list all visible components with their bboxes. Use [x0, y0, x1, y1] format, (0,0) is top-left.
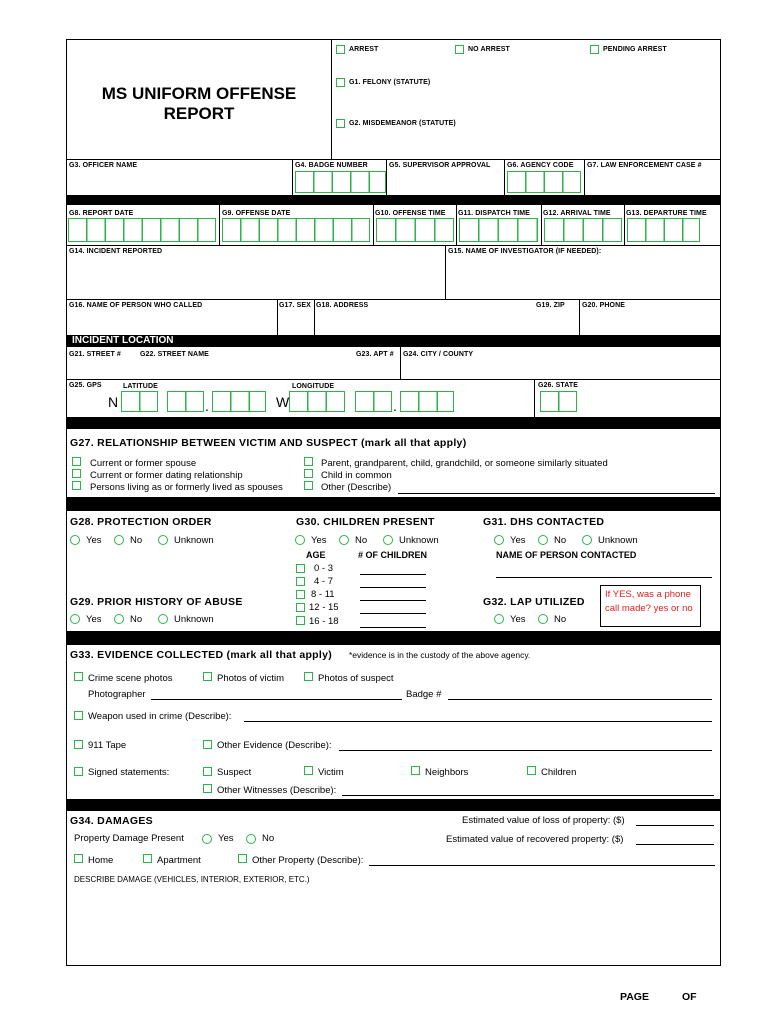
report-date-box[interactable] — [68, 218, 216, 242]
address-label: G18. ADDRESS — [316, 302, 369, 309]
dhs-no-label: No — [554, 535, 567, 546]
lap-no-radio[interactable] — [538, 614, 548, 624]
age-8-11-count-line[interactable] — [360, 600, 426, 601]
arrest-checkbox[interactable] — [336, 45, 345, 54]
state-label: G26. STATE — [538, 382, 579, 389]
protection-yes-label: Yes — [86, 535, 102, 546]
children-statement-checkbox[interactable] — [527, 766, 536, 775]
dhs-unknown-label: Unknown — [598, 535, 638, 546]
pending-arrest-label: PENDING ARREST — [603, 46, 667, 53]
no-arrest-label: NO ARREST — [468, 46, 510, 53]
crime-scene-label: Crime scene photos — [88, 673, 173, 684]
arrest-label: ARREST — [349, 46, 379, 53]
age-4-7-label: 4 - 7 — [314, 576, 334, 587]
other-witnesses-label: Other Witnesses (Describe): — [217, 785, 337, 796]
other-evidence-label: Other Evidence (Describe): — [217, 740, 332, 751]
abuse-yes-label: Yes — [86, 614, 102, 625]
children-no-label: No — [355, 535, 368, 546]
offense-time-label: G10. OFFENSE TIME — [375, 210, 446, 217]
suspect-statement-label: Suspect — [217, 767, 252, 778]
describe-damage-label: DESCRIBE DAMAGE (VEHICLES, INTERIOR, EXTERIOR, ETC.) — [74, 875, 310, 884]
age-16-18-checkbox[interactable] — [296, 616, 305, 625]
signed-label: Signed statements: — [88, 767, 170, 778]
protection-unknown-label: Unknown — [174, 535, 214, 546]
other-witnesses-line[interactable] — [342, 795, 714, 796]
incident-reported-label: G14. INCIDENT REPORTED — [69, 248, 163, 255]
protection-yes-radio[interactable] — [70, 535, 80, 545]
weapon-label: Weapon used in crime (Describe): — [88, 711, 232, 722]
protection-no-radio[interactable] — [114, 535, 124, 545]
other-relationship-line[interactable] — [398, 493, 715, 494]
children-unknown-label: Unknown — [399, 535, 439, 546]
damage-yes-label: Yes — [218, 833, 234, 844]
other-evidence-checkbox[interactable] — [203, 740, 212, 749]
departure-time-box[interactable] — [627, 218, 700, 242]
incident-location-header: INCIDENT LOCATION — [72, 335, 174, 346]
offense-date-box[interactable] — [222, 218, 370, 242]
state-box[interactable] — [540, 391, 577, 412]
arrival-time-box[interactable] — [544, 218, 622, 242]
badge-number-box[interactable] — [295, 171, 386, 193]
g28-title: G28. PROTECTION ORDER — [70, 516, 212, 528]
parent-label: Parent, grandparent, child, grandchild, or someone similarly situated — [321, 458, 608, 469]
abuse-yes-radio[interactable] — [70, 614, 80, 624]
longitude-label: LONGITUDE — [292, 383, 335, 390]
misdemeanor-label: G2. MISDEMEANOR (STATUTE) — [349, 120, 456, 127]
g27-title: G27. RELATIONSHIP BETWEEN VICTIM AND SUSPECT (mark all that apply) — [70, 437, 467, 449]
of-label: OF — [682, 991, 697, 1003]
supervisor-approval-label: G5. SUPERVISOR APPROVAL — [389, 162, 491, 169]
dispatch-time-box[interactable] — [459, 218, 538, 242]
pending-arrest-checkbox[interactable] — [590, 45, 599, 54]
weapon-line[interactable] — [244, 721, 712, 722]
dating-checkbox[interactable] — [72, 469, 81, 478]
crime-scene-checkbox[interactable] — [74, 672, 83, 681]
dhs-yes-label: Yes — [510, 535, 526, 546]
other-property-label: Other Property (Describe): — [252, 855, 364, 866]
custody-note: *evidence is in the custody of the above agency. — [349, 650, 531, 660]
damage-no-label: No — [262, 833, 275, 844]
lap-yes-label: Yes — [510, 614, 526, 625]
neighbors-statement-checkbox[interactable] — [411, 766, 420, 775]
age-16-18-count-line[interactable] — [360, 627, 426, 628]
age-12-15-count-line[interactable] — [360, 613, 426, 614]
num-children-header: # OF CHILDREN — [358, 550, 428, 560]
photos-suspect-checkbox[interactable] — [304, 672, 313, 681]
est-recovered-line[interactable] — [636, 844, 714, 845]
age-0-3-label: 0 - 3 — [314, 563, 334, 574]
age-header: AGE — [306, 550, 326, 560]
form-title: MS UNIFORM OFFENSE REPORT — [101, 84, 297, 123]
person-contacted-label: NAME OF PERSON CONTACTED — [496, 550, 637, 560]
person-contacted-line[interactable] — [496, 577, 712, 578]
felony-checkbox[interactable] — [336, 78, 345, 87]
children-yes-label: Yes — [311, 535, 327, 546]
damage-no-radio[interactable] — [246, 834, 256, 844]
dispatch-time-label: G11. DISPATCH TIME — [458, 210, 530, 217]
longitude-degrees-box[interactable] — [289, 391, 345, 412]
street-number-label: G21. STREET # — [69, 351, 121, 358]
age-12-15-checkbox[interactable] — [296, 603, 305, 612]
departure-time-label: G13. DEPARTURE TIME — [626, 210, 707, 217]
misdemeanor-checkbox[interactable] — [336, 119, 345, 128]
dhs-yes-radio[interactable] — [494, 535, 504, 545]
parent-checkbox[interactable] — [304, 457, 313, 466]
protection-no-label: No — [130, 535, 143, 546]
age-0-3-count-line[interactable] — [360, 574, 426, 575]
lap-yes-radio[interactable] — [494, 614, 504, 624]
est-recovered-label: Estimated value of recovered property: ($) — [446, 834, 624, 845]
felony-label: G1. FELONY (STATUTE) — [349, 79, 431, 86]
other-relationship-checkbox[interactable] — [304, 481, 313, 490]
age-0-3-checkbox[interactable] — [296, 564, 305, 573]
signed-checkbox[interactable] — [74, 767, 83, 776]
est-loss-line[interactable] — [636, 825, 714, 826]
gps-label: G25. GPS — [69, 382, 102, 389]
weapon-checkbox[interactable] — [74, 711, 83, 720]
phone-label: G20. PHONE — [582, 302, 626, 309]
tape-label: 911 Tape — [88, 740, 127, 751]
g29-title: G29. PRIOR HISTORY OF ABUSE — [70, 596, 243, 608]
children-yes-radio[interactable] — [295, 535, 305, 545]
children-statement-label: Children — [541, 767, 577, 778]
apt-label: G23. APT # — [356, 351, 394, 358]
latitude-degrees-box[interactable] — [121, 391, 158, 412]
home-label: Home — [88, 855, 114, 866]
children-unknown-radio[interactable] — [383, 535, 393, 545]
photos-suspect-label: Photos of suspect — [318, 673, 394, 684]
offense-date-label: G9. OFFENSE DATE — [222, 210, 291, 217]
g33-title: G33. EVIDENCE COLLECTED (mark all that apply) — [70, 649, 333, 661]
city-county-label: G24. CITY / COUNTY — [403, 351, 474, 358]
age-8-11-checkbox[interactable] — [296, 590, 305, 599]
abuse-unknown-radio[interactable] — [158, 614, 168, 624]
case-number-label: G7. LAW ENFORCEMENT CASE # — [587, 162, 702, 169]
age-4-7-count-line[interactable] — [360, 587, 426, 588]
latitude-dot: . — [205, 398, 209, 414]
agency-code-label: G6. AGENCY CODE — [507, 162, 574, 169]
tape-checkbox[interactable] — [74, 740, 83, 749]
age-8-11-label: 8 - 11 — [311, 589, 335, 600]
dhs-no-radio[interactable] — [538, 535, 548, 545]
g31-title: G31. DHS CONTACTED — [483, 516, 605, 528]
spouse-checkbox[interactable] — [72, 457, 81, 466]
caller-name-label: G16. NAME OF PERSON WHO CALLED — [69, 302, 203, 309]
badge-line[interactable] — [448, 699, 712, 700]
latitude-label: LATITUDE — [123, 383, 158, 390]
other-property-line[interactable] — [369, 865, 715, 866]
photos-victim-checkbox[interactable] — [203, 672, 212, 681]
home-checkbox[interactable] — [74, 854, 83, 863]
badge-number-label: G4. BADGE NUMBER — [295, 162, 368, 169]
other-evidence-line[interactable] — [339, 750, 712, 751]
west-label: W — [276, 394, 290, 410]
zip-label: G19. ZIP — [536, 302, 565, 309]
protection-unknown-radio[interactable] — [158, 535, 168, 545]
report-date-label: G8. REPORT DATE — [69, 210, 134, 217]
longitude-dot: . — [393, 398, 397, 414]
abuse-unknown-label: Unknown — [174, 614, 214, 625]
arrival-time-label: G12. ARRIVAL TIME — [543, 210, 611, 217]
g34-title: G34. DAMAGES — [70, 815, 153, 827]
investigator-label: G15. NAME OF INVESTIGATOR (IF NEEDED): — [448, 248, 602, 255]
photographer-label: Photographer — [88, 689, 146, 700]
children-no-radio[interactable] — [339, 535, 349, 545]
victim-statement-checkbox[interactable] — [304, 766, 313, 775]
latitude-seconds-box[interactable] — [212, 391, 266, 412]
apartment-label: Apartment — [157, 855, 201, 866]
page-label: PAGE — [620, 991, 649, 1003]
agency-code-box[interactable] — [507, 171, 581, 193]
property-damage-label: Property Damage Present — [74, 833, 184, 844]
dhs-unknown-radio[interactable] — [582, 535, 592, 545]
other-relationship-label: Other (Describe) — [321, 482, 392, 493]
age-12-15-label: 12 - 15 — [309, 602, 339, 613]
offense-time-box[interactable] — [376, 218, 454, 242]
lived-as-spouses-label: Persons living as or formerly lived as spouses — [90, 482, 283, 493]
officer-name-label: G3. OFFICER NAME — [69, 162, 138, 169]
spouse-label: Current or former spouse — [90, 458, 197, 469]
age-4-7-checkbox[interactable] — [296, 577, 305, 586]
lap-no-label: No — [554, 614, 567, 625]
abuse-no-label: No — [130, 614, 143, 625]
other-witnesses-checkbox[interactable] — [203, 784, 212, 793]
age-16-18-label: 16 - 18 — [309, 616, 339, 627]
sex-label: G17. SEX — [279, 302, 311, 309]
other-property-checkbox[interactable] — [238, 854, 247, 863]
est-loss-label: Estimated value of loss of property: ($) — [462, 815, 625, 826]
damage-yes-radio[interactable] — [202, 834, 212, 844]
photographer-line[interactable] — [151, 699, 402, 700]
badge-label: Badge # — [406, 689, 442, 700]
neighbors-statement-label: Neighbors — [425, 767, 469, 778]
north-label: N — [108, 394, 119, 410]
child-in-common-label: Child in common — [321, 470, 392, 481]
lived-as-spouses-checkbox[interactable] — [72, 481, 81, 490]
suspect-statement-checkbox[interactable] — [203, 767, 212, 776]
photos-victim-label: Photos of victim — [217, 673, 285, 684]
child-in-common-checkbox[interactable] — [304, 469, 313, 478]
latitude-minutes-box[interactable] — [167, 391, 204, 412]
longitude-minutes-box[interactable] — [355, 391, 392, 412]
g32-title: G32. LAP UTILIZED — [483, 596, 585, 608]
apartment-checkbox[interactable] — [143, 854, 152, 863]
dating-label: Current or former dating relationship — [90, 470, 243, 481]
g30-title: G30. CHILDREN PRESENT — [296, 516, 435, 528]
longitude-seconds-box[interactable] — [400, 391, 454, 412]
describe-damage-area[interactable] — [70, 888, 715, 962]
victim-statement-label: Victim — [318, 767, 344, 778]
abuse-no-radio[interactable] — [114, 614, 124, 624]
no-arrest-checkbox[interactable] — [455, 45, 464, 54]
phone-call-note: If YES, was a phone call made? yes or no — [600, 585, 701, 627]
street-name-label: G22. STREET NAME — [140, 351, 209, 358]
